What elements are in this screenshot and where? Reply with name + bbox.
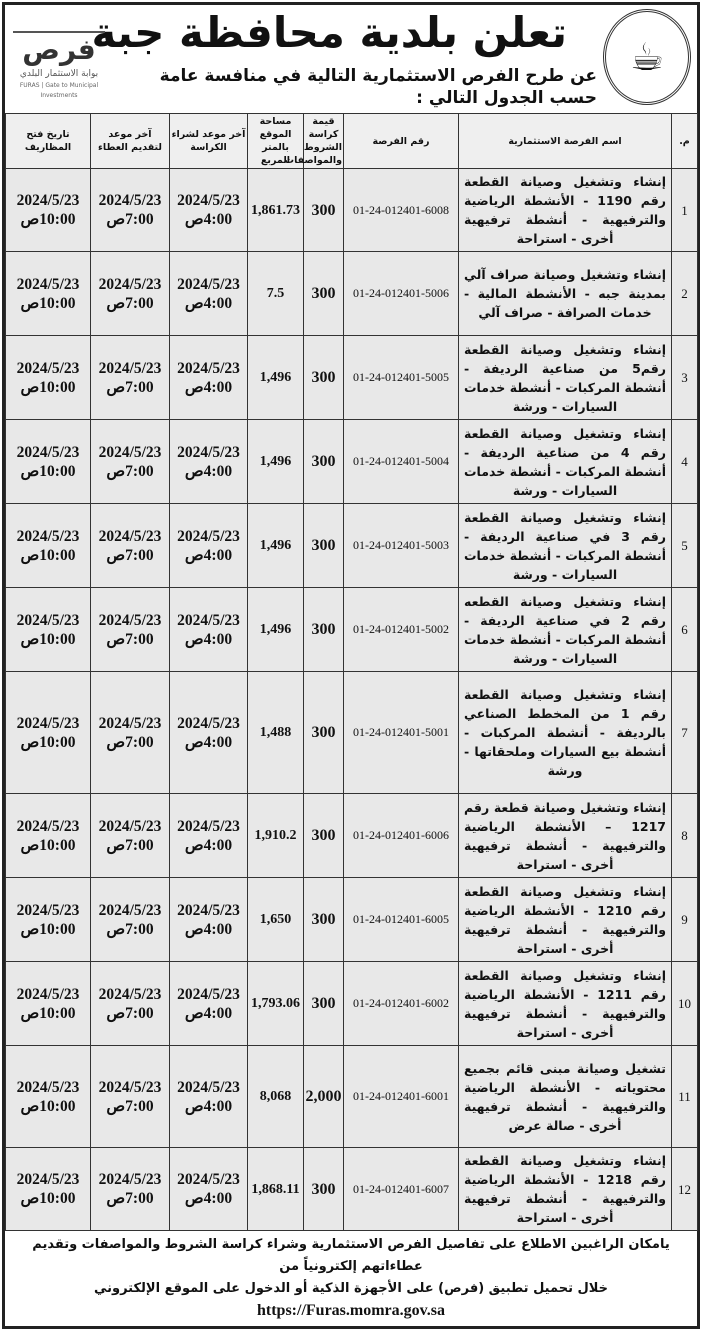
submit-time: 7:00ص <box>106 1190 154 1207</box>
name: إنشاء وتشغيل وصيانة القطعة رقم 1190 - الأنشطة الرياضية والترفيهية - أنشطة ترفيهية أخرى - استراحة <box>464 174 666 246</box>
table-header <box>6 114 698 169</box>
envelope-opening <box>6 1046 91 1148</box>
area: 1,910.2 <box>254 828 297 843</box>
open-time: 10:00ص <box>20 211 76 228</box>
opportunity-name <box>459 420 672 504</box>
fee: 300 <box>311 1180 336 1198</box>
booklet-fee <box>304 252 344 336</box>
table-row <box>6 336 698 420</box>
open-time: 10:00ص <box>20 836 76 854</box>
submit-date: 2024/5/23 <box>98 359 162 377</box>
buy-date: 2024/5/23 <box>177 611 240 629</box>
purchase-deadline <box>170 1148 248 1231</box>
row-index <box>672 1046 698 1148</box>
booklet-fee <box>304 504 344 588</box>
submit-date: 2024/5/23 <box>98 1078 162 1096</box>
fee: 300 <box>311 369 336 386</box>
opportunity-name <box>459 588 672 672</box>
purchase-deadline <box>170 504 248 588</box>
submission-deadline <box>91 878 170 962</box>
number: 01-24-012401-5003 <box>353 538 449 552</box>
row-index <box>672 878 698 962</box>
name: إنشاء وتشغيل وصيانة القطعة رقم 1211 - الأنشطة الرياضية والترفيهية - أنشطة ترفيهية أخرى - استراحة <box>464 967 666 1040</box>
idx: 10 <box>678 996 691 1011</box>
opportunity-number <box>344 1148 459 1231</box>
open-date: 2024/5/23 <box>16 714 80 732</box>
envelope-opening <box>6 336 91 420</box>
buy-date: 2024/5/23 <box>177 1171 240 1188</box>
idx: 6 <box>681 622 688 637</box>
column-header: مساحة الموقع بالمتر المربع <box>248 114 304 169</box>
buy-time: 4:00ص <box>184 378 233 396</box>
opportunity-name <box>459 504 672 588</box>
opportunity-name <box>459 1148 672 1231</box>
table-row <box>6 794 698 878</box>
opportunity-name <box>459 336 672 420</box>
furas-logo-arabic: بوابة الاستثمار البلدي <box>19 69 99 79</box>
table-row <box>6 1046 698 1148</box>
open-time: 10:00ص <box>20 294 76 312</box>
idx: 12 <box>678 1181 691 1197</box>
table-row <box>6 504 698 588</box>
column-header: اسم الفرصة الاستثمارية <box>459 114 672 169</box>
column-header: تاريخ فتح المظاريف <box>6 114 91 169</box>
row-index <box>672 420 698 504</box>
row-index <box>672 504 698 588</box>
submission-deadline <box>91 1046 170 1148</box>
name: إنشاء وتشغيل وصيانة القطعه رقم 2 في صناعية الرديفة - أنشطة المركبات - أنشطة خدمات السيارات - ورشة <box>464 593 666 666</box>
name: تشغيل وصيانة مبنى قائم بجميع محتوياته - الأنشطة الرياضية والترفيهية - أنشطة ترفيهية أخرى - صالة عرض <box>464 1060 666 1133</box>
name: إنشاء وتشغيل وصيانة قطعة رقم 1217 – الأنشطة الرياضية والترفيهية - أنشطة ترفيهية أخرى - استراحة <box>464 799 666 872</box>
idx: 8 <box>681 828 688 843</box>
submit-time: 7:00ص <box>106 920 154 938</box>
site-area <box>248 169 304 252</box>
opportunity-name <box>459 878 672 962</box>
table-row <box>6 420 698 504</box>
envelope-opening <box>6 420 91 504</box>
number: 01-24-012401-5002 <box>353 622 449 636</box>
number: 01-24-012401-6006 <box>353 828 449 842</box>
buy-time: 4:00ص <box>184 1097 233 1115</box>
site-area <box>248 420 304 504</box>
row-index <box>672 794 698 878</box>
buy-date: 2024/5/23 <box>177 443 240 461</box>
table-row <box>6 962 698 1046</box>
purchase-deadline <box>170 169 248 252</box>
submit-time: 7:00ص <box>106 378 154 396</box>
booklet-fee <box>304 336 344 420</box>
submission-deadline <box>91 794 170 878</box>
open-time: 10:00ص <box>20 733 76 751</box>
idx: 7 <box>681 725 688 740</box>
fee: 300 <box>311 537 336 554</box>
page-title: تعلن بلدية محافظة جبة <box>91 8 567 57</box>
fee: 2,000 <box>305 1088 342 1105</box>
table-row <box>6 169 698 252</box>
idx: 4 <box>681 454 688 469</box>
submission-deadline <box>91 169 170 252</box>
name: إنشاء وتشغيل وصيانة القطعة رقم 4 من صناعية الرديفة - أنشطة المركبات - أنشطة خدمات السيارات - ورشة <box>464 425 666 498</box>
column-header: آخر موعد لتقديم العطاء <box>91 114 170 169</box>
booklet-fee <box>304 420 344 504</box>
buy-date: 2024/5/23 <box>177 359 240 377</box>
idx: 5 <box>681 538 688 553</box>
table-row <box>6 878 698 962</box>
open-time: 10:00ص <box>20 630 76 648</box>
purchase-deadline <box>170 878 248 962</box>
submit-time: 7:00ص <box>106 836 154 854</box>
buy-time: 4:00ص <box>184 733 233 751</box>
opportunity-number <box>344 588 459 672</box>
furas-logo-english: FURAS | Gate to Municipal Investments <box>19 82 99 99</box>
site-area <box>248 252 304 336</box>
site-area <box>248 504 304 588</box>
purchase-deadline <box>170 336 248 420</box>
row-index <box>672 962 698 1046</box>
fee: 300 <box>311 621 336 638</box>
submission-deadline <box>91 588 170 672</box>
column-header: قيمة كراسة الشروط والمواصفات <box>304 114 344 169</box>
name: إنشاء وتشغيل وصيانة القطعة رقم 1210 - الأنشطة الرياضية والترفيهية - أنشطة ترفيهية أخرى - استراحة <box>464 883 666 956</box>
site-area <box>248 794 304 878</box>
column-header: م. <box>672 114 698 169</box>
envelope-opening <box>6 169 91 252</box>
opportunities-table <box>5 113 698 1231</box>
submit-date: 2024/5/23 <box>98 275 162 293</box>
site-area <box>248 962 304 1046</box>
booklet-fee <box>304 588 344 672</box>
opportunity-number <box>344 962 459 1046</box>
opportunity-name <box>459 252 672 336</box>
envelope-opening <box>6 672 91 794</box>
opportunity-number <box>344 878 459 962</box>
area: 7.5 <box>266 286 285 301</box>
number: 01-24-012401-5005 <box>353 370 449 384</box>
submit-date: 2024/5/23 <box>98 611 162 629</box>
site-area <box>248 878 304 962</box>
open-time: 10:00ص <box>20 1097 76 1115</box>
fee: 300 <box>311 453 336 470</box>
table-row <box>6 672 698 794</box>
site-area <box>248 672 304 794</box>
number: 01-24-012401-5004 <box>353 454 449 468</box>
submission-deadline <box>91 672 170 794</box>
submission-deadline <box>91 504 170 588</box>
area: 1,488 <box>259 725 292 740</box>
purchase-deadline <box>170 794 248 878</box>
number: 01-24-012401-5006 <box>353 286 449 300</box>
buy-date: 2024/5/23 <box>177 1078 240 1096</box>
name: إنشاء وتشغيل وصيانة صراف آلي بمدينة جبه - الأنشطة المالية - خدمات الصرافة - صراف آلي <box>464 267 666 320</box>
opportunity-name <box>459 962 672 1046</box>
submit-date: 2024/5/23 <box>98 443 162 461</box>
buy-time: 4:00ص <box>184 211 233 228</box>
opportunity-name <box>459 794 672 878</box>
idx: 2 <box>681 286 688 301</box>
area: 8,068 <box>259 1089 292 1104</box>
area: 1,868.11 <box>251 1181 300 1197</box>
opportunity-number <box>344 420 459 504</box>
buy-time: 4:00ص <box>184 546 233 564</box>
buy-time: 4:00ص <box>184 630 233 648</box>
submission-deadline <box>91 252 170 336</box>
open-date: 2024/5/23 <box>16 359 80 377</box>
open-time: 10:00ص <box>20 920 76 938</box>
buy-time: 4:00ص <box>184 294 233 312</box>
footer <box>5 1231 697 1326</box>
number: 01-24-012401-6007 <box>353 1181 449 1196</box>
fee: 300 <box>311 724 336 741</box>
submission-deadline <box>91 1148 170 1231</box>
page-subtitle: عن طرح الفرص الاستثمارية التالية في منافسة عامة حسب الجدول التالي : <box>159 66 597 108</box>
column-header: رقم الفرصة <box>344 114 459 169</box>
buy-time: 4:00ص <box>184 920 233 938</box>
fee: 300 <box>311 911 336 928</box>
purchase-deadline <box>170 252 248 336</box>
envelope-opening <box>6 504 91 588</box>
row-index <box>672 588 698 672</box>
opportunity-name <box>459 169 672 252</box>
buy-time: 4:00ص <box>184 462 233 480</box>
submission-deadline <box>91 336 170 420</box>
row-index <box>672 252 698 336</box>
advertisement <box>2 2 700 1329</box>
open-date: 2024/5/23 <box>16 901 80 919</box>
envelope-opening <box>6 962 91 1046</box>
buy-time: 4:00ص <box>184 836 233 854</box>
table-row <box>6 252 698 336</box>
number: 01-24-012401-6005 <box>353 912 449 926</box>
name: إنشاء وتشغيل وصيانة القطعة رقم5 من صناعية الرديفة - أنشطة المركبات - أنشطة خدمات السيارات - ورشة <box>464 341 666 414</box>
opportunity-number <box>344 252 459 336</box>
site-area <box>248 1046 304 1148</box>
buy-date: 2024/5/23 <box>177 714 240 732</box>
open-date: 2024/5/23 <box>16 611 80 629</box>
fee: 300 <box>311 285 336 302</box>
open-date: 2024/5/23 <box>16 1171 80 1188</box>
area: 1,650 <box>259 912 292 927</box>
open-date: 2024/5/23 <box>16 275 80 293</box>
open-date: 2024/5/23 <box>16 192 80 209</box>
booklet-fee <box>304 794 344 878</box>
open-time: 10:00ص <box>20 1190 76 1207</box>
buy-date: 2024/5/23 <box>177 901 240 919</box>
area: 1,496 <box>259 370 292 385</box>
envelope-opening <box>6 878 91 962</box>
open-date: 2024/5/23 <box>16 1078 80 1096</box>
name: إنشاء وتشغيل وصيانة القطعة رقم 1 من المخطط الصناعي بالرديفة - أنشطة المركبات - أنشطة بيع السيارات وملحقاتها - ورشة <box>464 687 666 778</box>
buy-date: 2024/5/23 <box>177 985 240 1003</box>
buy-time: 4:00ص <box>184 1190 233 1207</box>
area: 1,861.73 <box>251 202 300 218</box>
submit-date: 2024/5/23 <box>98 817 162 835</box>
row-index <box>672 336 698 420</box>
purchase-deadline <box>170 962 248 1046</box>
open-time: 10:00ص <box>20 378 76 396</box>
site-area <box>248 588 304 672</box>
buy-time: 4:00ص <box>184 1004 233 1022</box>
submit-date: 2024/5/23 <box>98 714 162 732</box>
booklet-fee <box>304 1148 344 1231</box>
opportunity-number <box>344 794 459 878</box>
fee: 300 <box>311 995 336 1012</box>
submit-date: 2024/5/23 <box>98 527 162 545</box>
name: إنشاء وتشغيل وصيانة القطعة رقم 3 في صناعية الرديفة - أنشطة المركبات - أنشطة خدمات السيارات - ورشة <box>464 509 666 582</box>
area: 1,496 <box>259 622 292 637</box>
envelope-opening <box>6 252 91 336</box>
open-time: 10:00ص <box>20 1004 76 1022</box>
submit-time: 7:00ص <box>106 1097 154 1115</box>
open-date: 2024/5/23 <box>16 527 80 545</box>
opportunity-number <box>344 672 459 794</box>
opportunity-name <box>459 1046 672 1148</box>
buy-date: 2024/5/23 <box>177 192 240 209</box>
row-index <box>672 1148 698 1231</box>
purchase-deadline <box>170 588 248 672</box>
envelope-opening <box>6 794 91 878</box>
header <box>5 5 697 113</box>
fee: 300 <box>311 827 336 844</box>
footer-line-1: يامكان الراغبين الاطلاع على تفاصيل الفرص الاستثمارية وشراء كراسة الشروط والمواصفات وتقديم عطاءاتهم إلكترونياً من <box>32 1237 670 1274</box>
booklet-fee <box>304 672 344 794</box>
submit-time: 7:00ص <box>106 546 154 564</box>
table-row <box>6 588 698 672</box>
idx: 11 <box>678 1089 691 1104</box>
table-row <box>6 1148 698 1231</box>
number: 01-24-012401-5001 <box>353 725 449 739</box>
submit-time: 7:00ص <box>106 733 154 751</box>
submit-date: 2024/5/23 <box>98 1171 162 1188</box>
envelope-opening <box>6 588 91 672</box>
opportunity-number <box>344 336 459 420</box>
submission-deadline <box>91 962 170 1046</box>
opportunity-number <box>344 504 459 588</box>
site-area <box>248 1148 304 1231</box>
booklet-fee <box>304 878 344 962</box>
submit-date: 2024/5/23 <box>98 901 162 919</box>
opportunity-number <box>344 1046 459 1148</box>
footer-line-2: خلال تحميل تطبيق (فرص) على الأجهزة الذكية أو الدخول على الموقع الإلكتروني <box>93 1281 608 1296</box>
opportunity-name <box>459 672 672 794</box>
open-date: 2024/5/23 <box>16 443 80 461</box>
booklet-fee <box>304 1046 344 1148</box>
submit-time: 7:00ص <box>106 462 154 480</box>
purchase-deadline <box>170 420 248 504</box>
row-index <box>672 169 698 252</box>
open-time: 10:00ص <box>20 462 76 480</box>
furas-logo-word: فرص <box>22 33 96 66</box>
number: 01-24-012401-6001 <box>353 1089 449 1103</box>
submit-time: 7:00ص <box>106 1004 154 1022</box>
name: إنشاء وتشغيل وصيانة القطعة رقم 1218 - الأنشطة الرياضية والترفيهية - أنشطة ترفيهية أخرى - استراحة <box>464 1153 666 1225</box>
number: 01-24-012401-6002 <box>353 996 449 1010</box>
buy-date: 2024/5/23 <box>177 527 240 545</box>
opportunity-number <box>344 169 459 252</box>
area: 1,496 <box>259 538 292 553</box>
submit-date: 2024/5/23 <box>98 192 162 209</box>
open-date: 2024/5/23 <box>16 985 80 1003</box>
idx: 9 <box>681 912 688 927</box>
fee: 300 <box>311 201 336 219</box>
buy-date: 2024/5/23 <box>177 275 240 293</box>
site-area <box>248 336 304 420</box>
idx: 1 <box>681 202 688 218</box>
booklet-fee <box>304 169 344 252</box>
envelope-opening <box>6 1148 91 1231</box>
number: 01-24-012401-6008 <box>353 202 449 217</box>
idx: 3 <box>681 370 688 385</box>
furas-website-link[interactable]: https://Furas.momra.gov.sa <box>257 1302 445 1319</box>
open-date: 2024/5/23 <box>16 817 80 835</box>
purchase-deadline <box>170 672 248 794</box>
buy-date: 2024/5/23 <box>177 817 240 835</box>
purchase-deadline <box>170 1046 248 1148</box>
submit-time: 7:00ص <box>106 211 154 228</box>
submit-time: 7:00ص <box>106 630 154 648</box>
open-time: 10:00ص <box>20 546 76 564</box>
area: 1,496 <box>259 454 292 469</box>
submit-time: 7:00ص <box>106 294 154 312</box>
area: 1,793.06 <box>251 996 300 1011</box>
column-header: آخر موعد لشراء الكراسة <box>170 114 248 169</box>
submit-date: 2024/5/23 <box>98 985 162 1003</box>
booklet-fee <box>304 962 344 1046</box>
municipality-emblem-icon: ☕ <box>603 9 691 105</box>
submission-deadline <box>91 420 170 504</box>
row-index <box>672 672 698 794</box>
